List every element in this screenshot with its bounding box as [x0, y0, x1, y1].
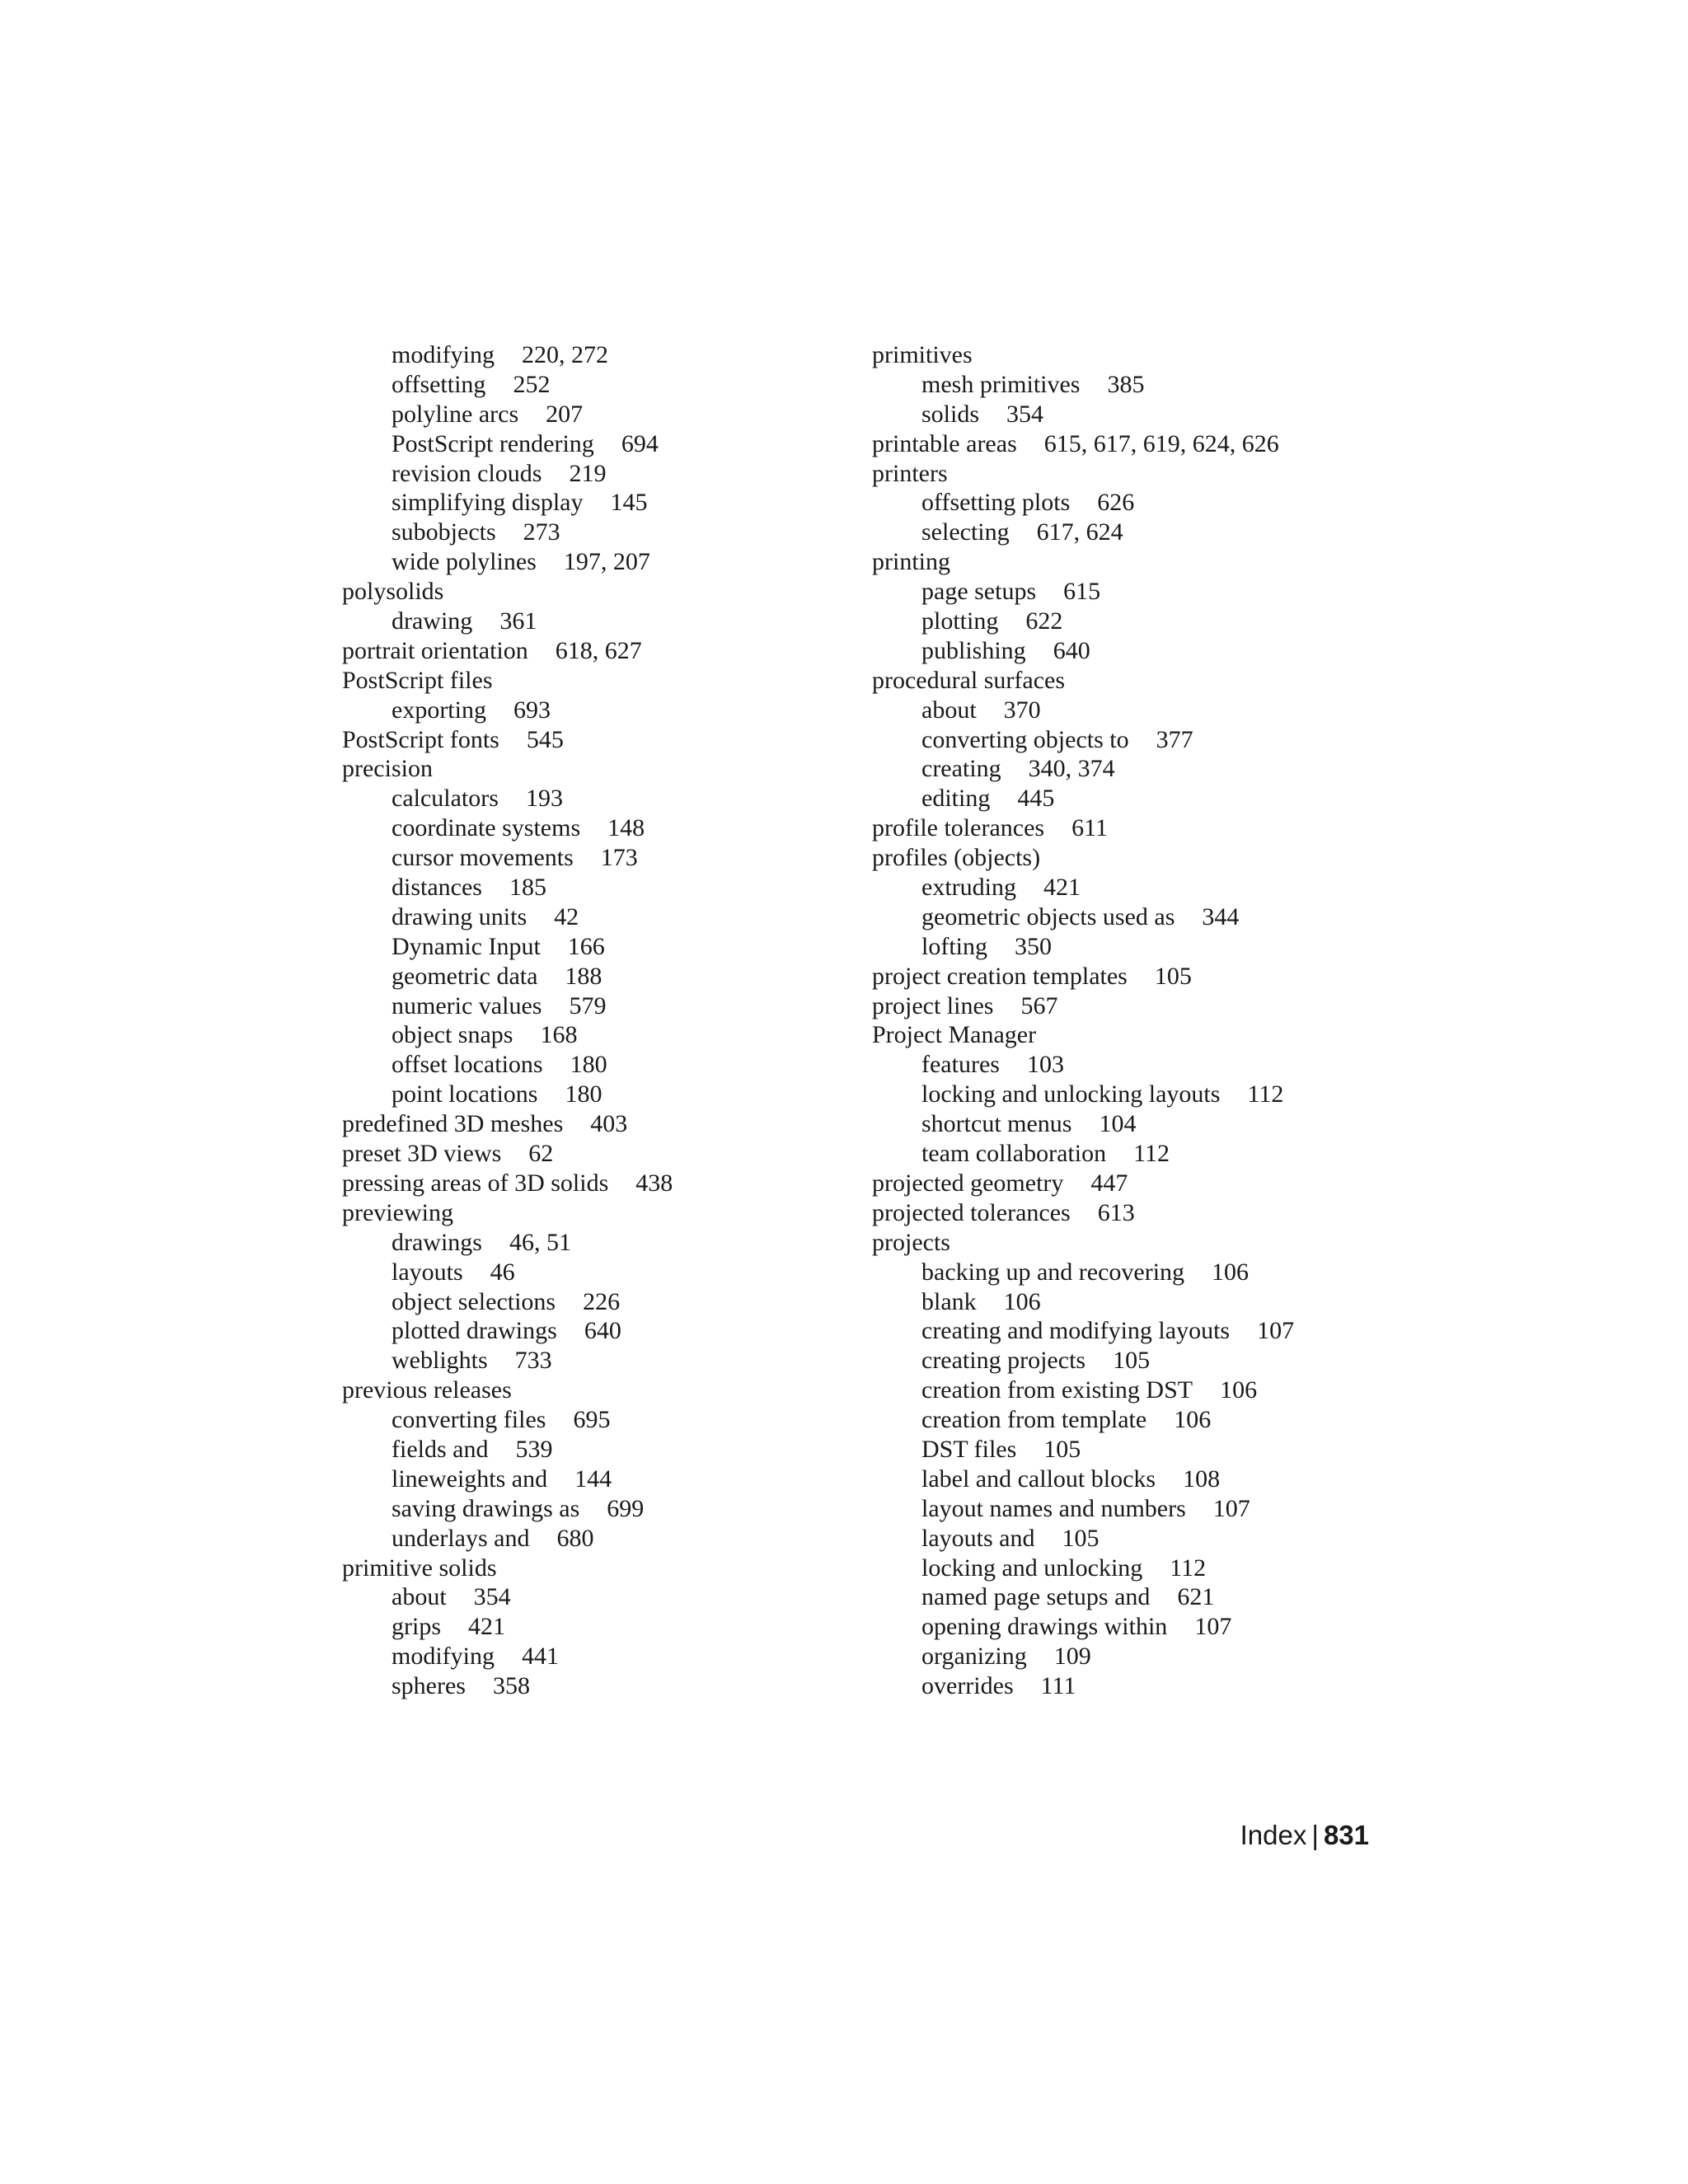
footer-label: Index — [1240, 1820, 1307, 1850]
index-subentry — [872, 518, 1449, 547]
index-page-refs: 545 — [526, 725, 564, 753]
index-subentry — [872, 1405, 1449, 1435]
index-page-refs: 226 — [583, 1287, 621, 1315]
index-subentry — [342, 843, 853, 873]
index-entry — [872, 340, 1449, 370]
index-page-refs: 107 — [1194, 1613, 1232, 1641]
index-page-refs: 220, 272 — [522, 341, 608, 368]
index-term: PostScript files — [342, 666, 493, 694]
index-term: backing up and recovering — [921, 1258, 1185, 1286]
index-subentry — [342, 1080, 853, 1109]
index-term: overrides — [921, 1672, 1014, 1700]
index-entry — [342, 1554, 853, 1583]
index-subentry — [872, 754, 1449, 784]
index-term: weblights — [392, 1347, 488, 1375]
index-subentry — [872, 932, 1449, 962]
index-subentry — [342, 518, 853, 547]
index-subentry — [342, 962, 853, 991]
index-entry — [342, 1376, 853, 1405]
index-page-refs: 104 — [1099, 1110, 1137, 1138]
index-subentry — [872, 873, 1449, 902]
index-subentry — [342, 813, 853, 843]
index-term: preset 3D views — [342, 1140, 502, 1168]
index-page-refs: 421 — [1043, 874, 1081, 902]
index-subentry — [342, 1050, 853, 1080]
index-term: Project Manager — [872, 1021, 1037, 1049]
index-term: layout names and numbers — [921, 1494, 1186, 1522]
index-page-refs: 340, 374 — [1028, 755, 1115, 783]
index-term: modifying — [392, 1643, 495, 1671]
index-subentry — [872, 1376, 1449, 1405]
index-entry — [342, 1109, 853, 1139]
index-subentry — [342, 1316, 853, 1346]
index-term: locking and unlocking layouts — [921, 1080, 1221, 1108]
index-term: profiles (objects) — [872, 844, 1041, 872]
index-subentry — [342, 1258, 853, 1287]
index-subentry — [872, 370, 1449, 400]
index-term: creating projects — [921, 1347, 1086, 1375]
index-page-refs: 109 — [1053, 1643, 1091, 1671]
index-subentry — [872, 902, 1449, 932]
index-subentry — [872, 1050, 1449, 1080]
index-page-refs: 354 — [1006, 400, 1044, 428]
index-subentry — [872, 1582, 1449, 1612]
index-term: underlays and — [392, 1524, 530, 1552]
index-subentry — [342, 340, 853, 370]
index-subentry — [342, 459, 853, 489]
index-entry — [342, 754, 853, 784]
index-subentry — [872, 1642, 1449, 1671]
index-term: geometric data — [392, 962, 538, 990]
index-page-refs: 354 — [473, 1583, 511, 1611]
index-term: offsetting plots — [921, 489, 1071, 517]
index-page-refs: 617, 624 — [1036, 518, 1123, 546]
index-term: precision — [342, 755, 433, 783]
index-page-refs: 622 — [1025, 607, 1063, 635]
index-term: mesh primitives — [921, 370, 1081, 398]
index-term: object selections — [392, 1287, 556, 1315]
index-page-refs: 370 — [1003, 696, 1041, 724]
index-page-refs: 112 — [1133, 1140, 1170, 1168]
index-page-refs: 273 — [523, 518, 560, 546]
index-term: blank — [921, 1287, 977, 1315]
index-subentry — [872, 1465, 1449, 1494]
index-subentry — [872, 1612, 1449, 1642]
index-page-refs: 403 — [590, 1110, 628, 1138]
index-term: primitive solids — [342, 1554, 497, 1582]
index-term: organizing — [921, 1643, 1027, 1671]
page-footer — [1240, 1820, 1369, 1851]
index-term: saving drawings as — [392, 1494, 580, 1522]
index-term: extruding — [921, 874, 1016, 902]
index-page-refs: 618, 627 — [555, 636, 642, 664]
index-page-refs: 108 — [1183, 1465, 1221, 1493]
index-page-refs: 613 — [1097, 1198, 1135, 1226]
index-term: shortcut menus — [921, 1110, 1072, 1138]
index-page-refs: 180 — [570, 1051, 607, 1079]
index-page-refs: 173 — [600, 844, 638, 872]
index-page-refs: 695 — [573, 1406, 611, 1434]
index-subentry — [342, 1346, 853, 1376]
index-term: PostScript rendering — [392, 429, 594, 457]
index-subentry — [872, 1524, 1449, 1554]
index-page-refs: 626 — [1097, 489, 1135, 517]
index-page-refs: 107 — [1257, 1317, 1295, 1345]
index-page-refs: 611 — [1071, 814, 1108, 842]
index-subentry — [342, 1228, 853, 1258]
index-term: predefined 3D meshes — [342, 1110, 564, 1138]
index-term: selecting — [921, 518, 1010, 546]
index-entry — [872, 1169, 1449, 1198]
index-page-refs: 344 — [1202, 902, 1240, 930]
index-term: projects — [872, 1228, 950, 1256]
index-subentry — [872, 577, 1449, 607]
index-subentry — [342, 1405, 853, 1435]
index-page-refs: 377 — [1156, 725, 1193, 753]
index-term: editing — [921, 785, 991, 813]
index-subentry — [342, 784, 853, 813]
index-term: previewing — [342, 1198, 453, 1226]
index-subentry — [342, 429, 853, 459]
index-term: projected tolerances — [872, 1198, 1071, 1226]
index-entry — [872, 843, 1449, 873]
index-page-refs: 640 — [1053, 636, 1090, 664]
index-term: wide polylines — [392, 548, 537, 576]
index-subentry — [872, 1287, 1449, 1317]
index-term: drawings — [392, 1228, 482, 1256]
index-page-refs: 42 — [554, 902, 579, 930]
index-page-refs: 105 — [1062, 1524, 1100, 1552]
index-page-refs: 441 — [522, 1643, 559, 1671]
index-term: numeric values — [392, 991, 542, 1019]
index-term: lineweights and — [392, 1465, 548, 1493]
index-term: about — [921, 696, 977, 724]
index-page-refs: 168 — [540, 1021, 578, 1049]
index-term: modifying — [392, 341, 495, 368]
index-entry — [872, 1198, 1449, 1228]
index-term: opening drawings within — [921, 1613, 1168, 1641]
index-entry — [342, 1169, 853, 1198]
index-term: grips — [392, 1613, 441, 1641]
index-term: printers — [872, 459, 948, 487]
index-column-right — [872, 340, 1449, 1701]
index-term: PostScript fonts — [342, 725, 499, 753]
index-term: exporting — [392, 696, 486, 724]
index-term: profile tolerances — [872, 814, 1045, 842]
index-entry — [872, 1020, 1449, 1050]
index-page-refs: 733 — [514, 1347, 552, 1375]
index-subentry — [342, 1287, 853, 1317]
index-subentry — [872, 1346, 1449, 1376]
index-page-refs: 46 — [490, 1258, 515, 1286]
index-term: printable areas — [872, 429, 1017, 457]
footer-separator: | — [1311, 1820, 1319, 1850]
index-page-refs: 180 — [565, 1080, 603, 1108]
index-subentry — [872, 1435, 1449, 1465]
index-subentry — [342, 873, 853, 902]
index-page-refs: 148 — [607, 814, 645, 842]
index-term: converting files — [392, 1406, 546, 1434]
index-term: Dynamic Input — [392, 932, 541, 960]
index-page-refs: 107 — [1212, 1494, 1250, 1522]
index-term: solids — [921, 400, 980, 428]
index-term: creation from existing DST — [921, 1376, 1193, 1404]
index-term: coordinate systems — [392, 814, 581, 842]
index-page-refs: 680 — [556, 1524, 594, 1552]
index-page-refs: 105 — [1043, 1435, 1081, 1463]
index-page-refs: 46, 51 — [509, 1228, 571, 1256]
index-page-refs: 105 — [1113, 1347, 1151, 1375]
index-page-refs: 694 — [621, 429, 659, 457]
index-subentry — [872, 725, 1449, 755]
index-page-refs: 106 — [1003, 1287, 1041, 1315]
index-page-refs: 621 — [1177, 1583, 1215, 1611]
index-page-refs: 421 — [468, 1613, 505, 1641]
index-term: simplifying display — [392, 489, 584, 517]
index-subentry — [872, 1671, 1449, 1701]
index-subentry — [872, 696, 1449, 725]
index-subentry — [342, 370, 853, 400]
index-term: plotted drawings — [392, 1317, 557, 1345]
index-column-left — [342, 340, 853, 1701]
index-page-refs: 640 — [584, 1317, 621, 1345]
index-entry — [342, 1139, 853, 1169]
index-term: DST files — [921, 1435, 1017, 1463]
index-subentry — [872, 1109, 1449, 1139]
index-term: team collaboration — [921, 1140, 1107, 1168]
index-page-refs: 207 — [546, 400, 584, 428]
index-subentry — [342, 991, 853, 1021]
index-subentry — [342, 1465, 853, 1494]
index-term: previous releases — [342, 1376, 512, 1404]
index-subentry — [872, 488, 1449, 518]
index-page-refs: 445 — [1017, 785, 1055, 813]
index-subentry — [872, 784, 1449, 813]
index-subentry — [342, 488, 853, 518]
index-page-refs: 447 — [1090, 1169, 1128, 1197]
index-term: object snaps — [392, 1021, 513, 1049]
index-page-refs: 615 — [1063, 578, 1101, 606]
index-term: features — [921, 1051, 1000, 1079]
index-page-refs: 252 — [513, 370, 551, 398]
index-page-refs: 103 — [1026, 1051, 1064, 1079]
index-subentry — [342, 932, 853, 962]
index-page-refs: 358 — [492, 1672, 530, 1700]
index-term: plotting — [921, 607, 999, 635]
index-entry — [342, 725, 853, 755]
index-term: point locations — [392, 1080, 538, 1108]
index-subentry — [342, 1612, 853, 1642]
index-term: revision clouds — [392, 459, 542, 487]
index-term: creation from template — [921, 1406, 1147, 1434]
index-page-refs: 219 — [569, 459, 607, 487]
index-term: lofting — [921, 932, 987, 960]
index-page-refs: 188 — [565, 962, 603, 990]
page-number: 831 — [1323, 1820, 1369, 1850]
index-page-refs: 112 — [1170, 1554, 1207, 1582]
index-page-refs: 111 — [1040, 1672, 1076, 1700]
index-term: projected geometry — [872, 1169, 1064, 1197]
index-entry — [872, 962, 1449, 991]
index-page-refs: 615, 617, 619, 624, 626 — [1043, 429, 1279, 457]
index-page-refs: 385 — [1107, 370, 1145, 398]
index-subentry — [872, 636, 1449, 666]
index-term: calculators — [392, 785, 499, 813]
index-term: page setups — [921, 578, 1037, 606]
index-term: about — [392, 1583, 447, 1611]
index-term: project lines — [872, 991, 994, 1019]
index-subentry — [342, 902, 853, 932]
index-page-refs: 62 — [528, 1140, 554, 1168]
index-subentry — [872, 1316, 1449, 1346]
index-subentry — [342, 547, 853, 577]
index-page-refs: 438 — [635, 1169, 673, 1197]
index-page-refs: 579 — [569, 991, 607, 1019]
index-entry — [872, 991, 1449, 1021]
index-subentry — [872, 1080, 1449, 1109]
index-page-refs: 693 — [513, 696, 551, 724]
index-page-refs: 197, 207 — [563, 548, 650, 576]
index-term: spheres — [392, 1672, 466, 1700]
index-term: polysolids — [342, 578, 444, 606]
index-subentry — [342, 696, 853, 725]
index-term: portrait orientation — [342, 636, 528, 664]
index-subentry — [342, 1642, 853, 1671]
index-subentry — [872, 400, 1449, 429]
index-term: layouts and — [921, 1524, 1035, 1552]
index-term: converting objects to — [921, 725, 1129, 753]
index-subentry — [872, 607, 1449, 636]
index-entry — [342, 636, 853, 666]
index-term: drawing — [392, 607, 473, 635]
index-term: creating — [921, 755, 1001, 783]
index-page-refs: 350 — [1015, 932, 1052, 960]
index-entry — [872, 429, 1449, 459]
index-page-refs: 106 — [1174, 1406, 1212, 1434]
index-entry — [872, 666, 1449, 696]
index-term: printing — [872, 548, 950, 576]
index-subentry — [342, 1671, 853, 1701]
index-term: fields and — [392, 1435, 489, 1463]
index-term: locking and unlocking — [921, 1554, 1143, 1582]
index-term: cursor movements — [392, 844, 574, 872]
index-subentry — [342, 400, 853, 429]
index-page-refs: 106 — [1220, 1376, 1258, 1404]
index-term: project creation templates — [872, 962, 1128, 990]
index-term: primitives — [872, 341, 973, 368]
index-page-refs: 185 — [509, 874, 546, 902]
index-subentry — [342, 1435, 853, 1465]
index-term: distances — [392, 874, 482, 902]
index-term: offset locations — [392, 1051, 543, 1079]
index-term: named page setups and — [921, 1583, 1151, 1611]
index-entry — [342, 1198, 853, 1228]
index-subentry — [872, 1258, 1449, 1287]
index-subentry — [342, 1494, 853, 1524]
index-page-refs: 166 — [567, 932, 605, 960]
index-term: procedural surfaces — [872, 666, 1066, 694]
index-page-refs: 193 — [525, 785, 563, 813]
index-term: pressing areas of 3D solids — [342, 1169, 609, 1197]
index-term: label and callout blocks — [921, 1465, 1156, 1493]
index-entry — [872, 547, 1449, 577]
index-term: drawing units — [392, 902, 528, 930]
index-page-refs: 699 — [607, 1494, 645, 1522]
index-page-refs: 567 — [1020, 991, 1058, 1019]
index-entry — [342, 577, 853, 607]
index-page-refs: 106 — [1212, 1258, 1250, 1286]
index-entry — [872, 459, 1449, 489]
index-entry — [342, 666, 853, 696]
index-term: polyline arcs — [392, 400, 519, 428]
index-page-refs: 539 — [515, 1435, 553, 1463]
index-subentry — [342, 1524, 853, 1554]
index-term: publishing — [921, 636, 1026, 664]
index-subentry — [342, 607, 853, 636]
index-page-refs: 145 — [610, 489, 648, 517]
index-term: geometric objects used as — [921, 902, 1175, 930]
index-term: creating and modifying layouts — [921, 1317, 1231, 1345]
index-subentry — [342, 1020, 853, 1050]
index-subentry — [872, 1554, 1449, 1583]
index-page-refs: 105 — [1154, 962, 1192, 990]
index-page-refs: 144 — [574, 1465, 612, 1493]
index-term: subobjects — [392, 518, 496, 546]
index-entry — [872, 813, 1449, 843]
index-entry — [872, 1228, 1449, 1258]
index-page-refs: 361 — [499, 607, 537, 635]
index-term: layouts — [392, 1258, 463, 1286]
index-page-refs: 112 — [1247, 1080, 1284, 1108]
index-subentry — [342, 1582, 853, 1612]
index-subentry — [872, 1494, 1449, 1524]
index-term: offsetting — [392, 370, 486, 398]
index-subentry — [872, 1139, 1449, 1169]
